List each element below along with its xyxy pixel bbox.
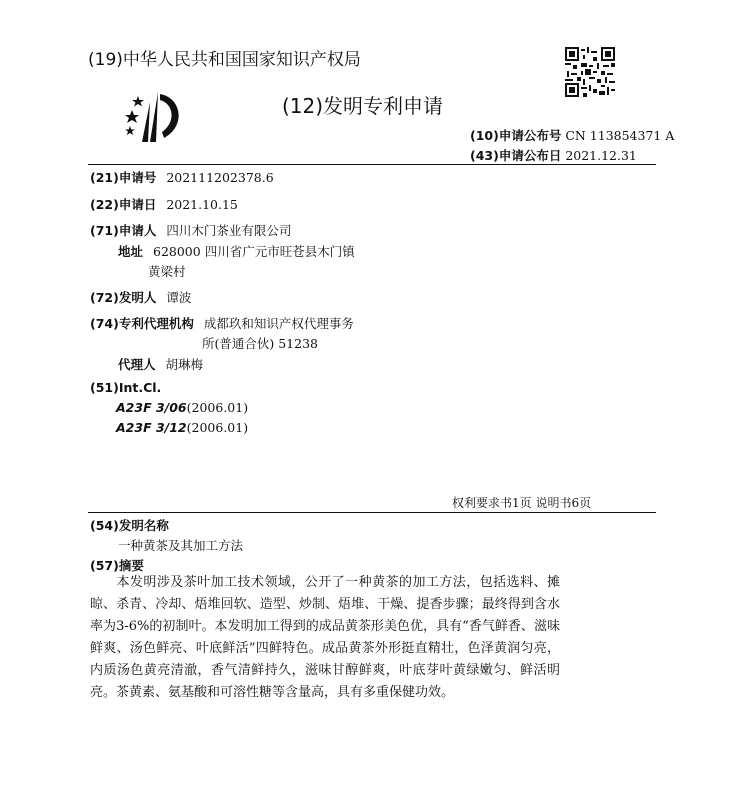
applicant-row [90,221,291,239]
ipc-entry [116,400,248,415]
application-date-label: (22)申请日 [90,197,157,212]
applicant-label: (71)申请人 [90,223,157,238]
inventor-row [90,288,191,306]
agency-label: (74)专利代理机构 [90,316,194,331]
ipc-entry [116,420,248,435]
inventor-value: 谭波 [166,290,192,305]
invention-name-label: (54)发明名称 [90,518,169,533]
abstract-text [90,572,560,704]
applicant-value: 四川木门茶业有限公司 [166,223,292,238]
publication-date-value: 2021.12.31 [565,148,637,163]
address-row [118,242,355,260]
pages-info: 权利要求书1页 说明书6页 [452,496,592,510]
section-divider [88,512,656,513]
document-type-title: (12)发明专利申请 [282,94,444,118]
address-line-1: 628000 四川省广元市旺苍县木门镇 [153,244,355,259]
application-date-row [90,195,238,213]
header-divider [88,164,656,165]
application-number-row [90,168,274,186]
address-label: 地址 [118,244,144,259]
publication-number-value: CN 113854371 A [565,128,675,143]
cnipa-emblem-logo [120,88,192,146]
agency-row [90,314,354,332]
application-date-value: 2021.10.15 [166,197,238,212]
office-name: (19)中华人民共和国国家知识产权局 [88,50,361,70]
qr-code-icon [565,47,615,97]
invention-name: 一种黄茶及其加工方法 [118,538,244,553]
agent-row [118,355,203,373]
publication-number-label: (10)申请公布号 [470,128,562,143]
publication-date-row [470,146,637,164]
ipc-code: A23F 3/12 [116,420,187,435]
ipc-year: (2006.01) [186,400,249,415]
agency-line-2: 所(普通合伙) 51238 [202,336,318,351]
abstract-body: 本发明涉及茶叶加工技术领域，公开了一种黄茶的加工方法，包括选料、摊晾、杀青、冷却、焐堆回软、造型、炒制、焐堆、干燥、提香步骤；最终得到含水率为3-6%的初制叶。本发明加工得到的成品黄茶形美色优，具有“香气鲜香、滋味鲜爽、汤色鲜亮、叶底鲜活”四鲜特色。成品黄茶外形挺直精壮，色泽黄润匀亮，内质汤色黄亮清澈，香气清鲜持久，滋味甘醇鲜爽，叶底芽叶黄绿嫩匀、鲜活明亮。茶黄素、氨基酸和可溶性糖等含量高，具有多重保健功效。 [90,575,560,700]
address-line-2: 黄梁村 [148,264,186,279]
ipc-code: A23F 3/06 [116,400,187,415]
publication-date-label: (43)申请公布日 [470,148,562,163]
ipc-label: (51)Int.Cl. [90,380,162,395]
agent-value: 胡琳梅 [165,357,204,372]
publication-number-row [470,126,674,144]
agency-line-1: 成都玖和知识产权代理事务 [203,316,354,331]
ipc-year: (2006.01) [186,420,249,435]
application-number-value: 202111202378.6 [166,170,274,185]
abstract-label: (57)摘要 [90,558,144,573]
agent-label: 代理人 [118,357,156,372]
inventor-label: (72)发明人 [90,290,157,305]
application-number-label: (21)申请号 [90,170,157,185]
